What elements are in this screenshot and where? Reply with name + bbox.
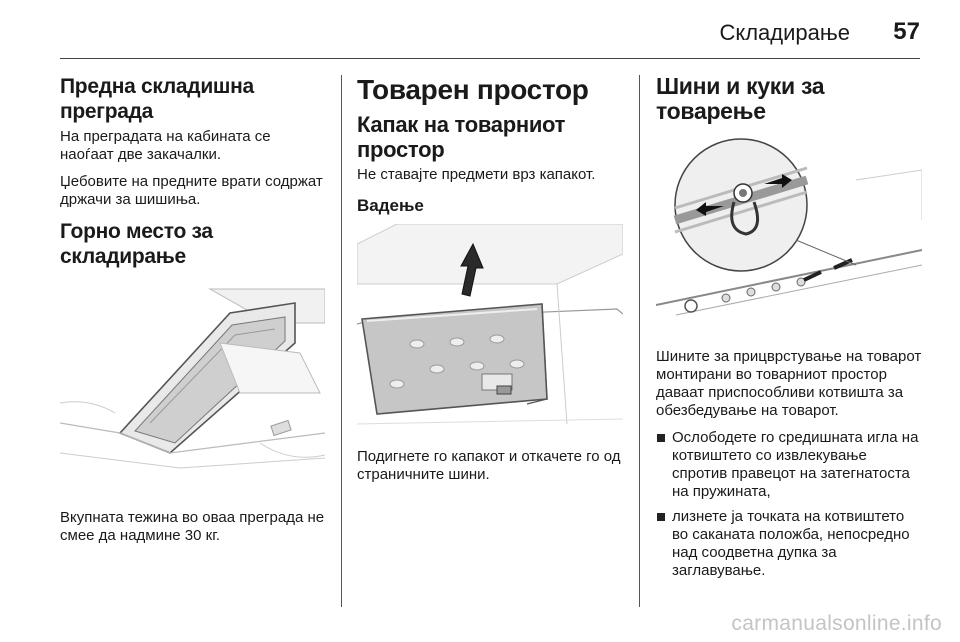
para-no-objects: Не ставајте предмети врз капакот. <box>357 166 596 183</box>
column-divider-2 <box>639 75 640 607</box>
column-divider-1 <box>341 75 342 607</box>
para-rails-description: Шините за прицврстување на товарот монтирани во товарниот простор даваат приспособливи котвишта за обезбедување на товарот. <box>656 348 922 419</box>
page-header <box>60 12 920 50</box>
header-rule <box>60 58 920 59</box>
heading-upper-storage: Горно место за складирање <box>60 220 213 268</box>
instruction-list <box>656 429 922 580</box>
bullet-square-icon <box>657 513 665 521</box>
bullet-square-icon <box>657 434 665 442</box>
list-item: Ослободете го средишната игла на котвиштето со извлекување спротив правецот на затегнатоста на пружината, <box>656 429 922 501</box>
para-bottle-holders: Џебовите на предните врати содржат држачи за шишиња. <box>60 173 323 208</box>
figure-rails <box>656 130 922 330</box>
section-title: Складирање <box>719 20 850 45</box>
page-number: 57 <box>893 18 920 45</box>
para-hooks: На преградата на кабината се наоѓаат две закачалки. <box>60 128 271 163</box>
list-item: лизнете ја точката на котвиштето во саканата положба, непосредно над соодветна дупка за заглавување. <box>656 508 922 580</box>
heading-rails-hooks: Шини и куки за товарење <box>656 73 825 124</box>
figure-load-cover <box>357 224 623 434</box>
column-3 <box>656 74 922 587</box>
heading-removal: Вадење <box>357 196 424 215</box>
caption-weight-limit: Вкупната тежина во оваа преграда не смее да надмине 30 кг. <box>60 509 325 544</box>
heading-cargo-space: Товарен простор <box>357 74 589 105</box>
heading-load-cover: Капак на товарниот простор <box>357 112 566 162</box>
column-2 <box>357 74 623 493</box>
heading-front-storage: Предна складишна преграда <box>60 75 254 123</box>
figure-upper-storage <box>60 283 325 493</box>
watermark: carmanualsonline.info <box>731 612 942 635</box>
column-1 <box>60 74 325 554</box>
caption-lift-cover: Подигнете го капакот и откачете го од страничните шини. <box>357 448 621 483</box>
